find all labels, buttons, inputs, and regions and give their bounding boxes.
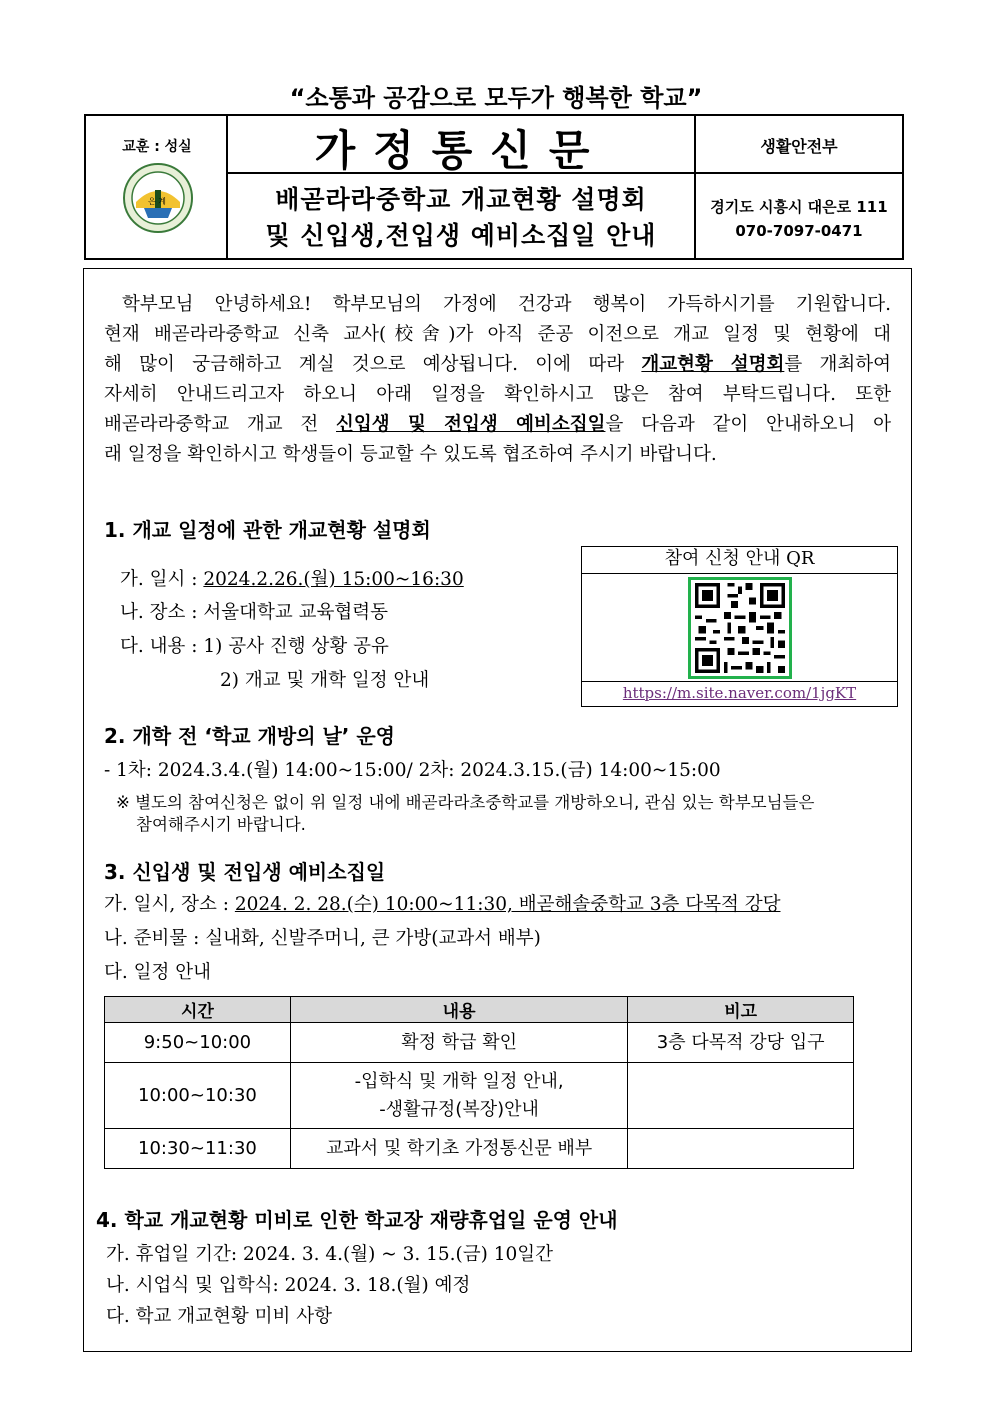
slogan: “소통과 공감으로 모두가 행복한 학교” — [289, 84, 703, 112]
section-1-heading: 1. 개교 일정에 관한 개교현황 설명회 — [104, 518, 431, 542]
cell-note — [628, 1063, 854, 1129]
cell-content: 확정 학급 확인 — [290, 1023, 627, 1063]
section-3-items: 나. 준비물 : 실내화, 신발주머니, 큰 가방(교과서 배부) — [104, 928, 541, 949]
intro-line-5: 배곧라라중학교 개교 전 신입생 및 전입생 예비소집일을 다음과 같이 안내하오니 아 — [104, 414, 891, 435]
section-4-line-1: 가. 휴업일 기간: 2024. 3. 4.(월) ~ 3. 15.(금) 10일간 — [106, 1244, 553, 1265]
section-3-heading: 3. 신입생 및 전입생 예비소집일 — [104, 860, 386, 884]
qr-title: 참여 신청 안내 QR — [582, 547, 897, 574]
section-2-schedule: - 1차: 2024.3.4.(월) 14:00~15:00/ 2차: 2024.3.15.(금) 14:00~15:00 — [104, 760, 721, 781]
intro-line-3: 해 많이 궁금해하고 계실 것으로 예상됩니다. 이에 따라 개교현황 설명회를 개최하여 — [104, 354, 891, 375]
section-3-date: 가. 일시, 장소 : 2024. 2. 28.(수) 10:00~11:30, 배곧해솔중학교 3층 다목적 강당 — [104, 894, 781, 915]
section-2-note-1: ※ 별도의 참여신청은 없이 위 일정 내에 배곧라라초중학교를 개방하오니, 관심 있는 학부모님들은 — [116, 793, 815, 812]
cell-content-line-2: -생활규정(복장)안내 — [379, 1098, 539, 1120]
subtitle-line-1: 배곧라라중학교 개교현황 설명회 — [275, 185, 647, 214]
cell-content — [290, 1063, 627, 1129]
header-note: 비고 — [628, 997, 854, 1023]
section-3-schedule-label: 다. 일정 안내 — [104, 962, 211, 983]
cell-time: 10:00~10:30 — [105, 1063, 291, 1129]
cell-time: 9:50~10:00 — [105, 1023, 291, 1063]
header-time: 시간 — [105, 997, 291, 1023]
intro-line-4: 자세히 안내드리고자 하오니 아래 일정을 확인하시고 많은 참여 부탁드립니다. 또한 — [104, 384, 891, 405]
intro-line-2: 현재 배곧라라중학교 신축 교사(校舍)가 아직 준공 이전으로 개교 일정 및 현황에 대 — [104, 324, 891, 345]
section-1-content-1: 다. 내용 : 1) 공사 진행 상황 공유 — [120, 636, 389, 657]
section-1-content-2: 2) 개교 및 개학 일정 안내 — [220, 670, 430, 691]
orientation-emphasis: 신입생 및 전입생 예비소집일 — [336, 414, 606, 435]
cell-note: 3층 다목적 강당 입구 — [628, 1023, 854, 1063]
qr-box — [581, 546, 898, 707]
school-address: 경기도 시흥시 대은로 111 — [710, 198, 888, 216]
department: 생활안전부 — [760, 137, 838, 156]
cell-note — [628, 1129, 854, 1169]
subtitle-line-2: 및 신입생,전입생 예비소집일 안내 — [265, 221, 657, 250]
intro-line-1: 학부모님 안녕하세요! 학부모님의 가정에 건강과 행복이 가득하시기를 기원합니다. — [122, 294, 891, 315]
section-1-place: 나. 장소 : 서울대학교 교육협력동 — [120, 602, 388, 623]
cell-content-line-1: -입학식 및 개학 일정 안내, — [354, 1070, 564, 1092]
motto-cell — [86, 116, 228, 258]
intro-line-6: 래 일정을 확인하시고 학생들이 등교할 수 있도록 협조하여 주시기 바랍니다. — [104, 444, 717, 465]
cell-content: 교과서 및 학기초 가정통신문 배부 — [290, 1129, 627, 1169]
table-row — [105, 1063, 854, 1129]
emblem-text: 은 계 — [148, 197, 166, 206]
table-row — [105, 1129, 854, 1169]
letter-header — [84, 114, 904, 260]
section-2-note-2: 참여해주시기 바랍니다. — [136, 815, 306, 834]
school-emblem-icon — [122, 162, 194, 234]
department-cell — [696, 116, 902, 174]
table-row — [105, 1023, 854, 1063]
qr-code-icon[interactable] — [688, 577, 792, 679]
section-4-line-3: 다. 학교 개교현황 미비 사항 — [106, 1306, 332, 1327]
document-title: 가정통신문 — [314, 126, 608, 175]
section-4-line-2: 나. 시업식 및 입학식: 2024. 3. 18.(월) 예정 — [106, 1275, 471, 1296]
contact-cell — [696, 174, 902, 258]
school-phone: 070-7097-0471 — [735, 222, 863, 240]
briefing-emphasis: 개교현황 설명회 — [641, 354, 785, 375]
cell-time: 10:30~11:30 — [105, 1129, 291, 1169]
section-2-heading: 2. 개학 전 ‘학교 개방의 날’ 운영 — [104, 724, 396, 748]
subtitle-cell — [228, 174, 696, 258]
header-content: 내용 — [290, 997, 627, 1023]
school-motto: 교훈 : 성실 — [122, 139, 192, 155]
schedule-table — [104, 996, 854, 1169]
qr-link[interactable]: https://m.site.naver.com/1jgKT — [582, 681, 897, 706]
section-4-heading: 4. 학교 개교현황 미비로 인한 학교장 재량휴업일 운영 안내 — [96, 1208, 618, 1232]
table-header-row — [105, 997, 854, 1023]
title-cell — [228, 116, 696, 174]
section-1-date: 가. 일시 : 2024.2.26.(월) 15:00~16:30 — [120, 569, 464, 590]
